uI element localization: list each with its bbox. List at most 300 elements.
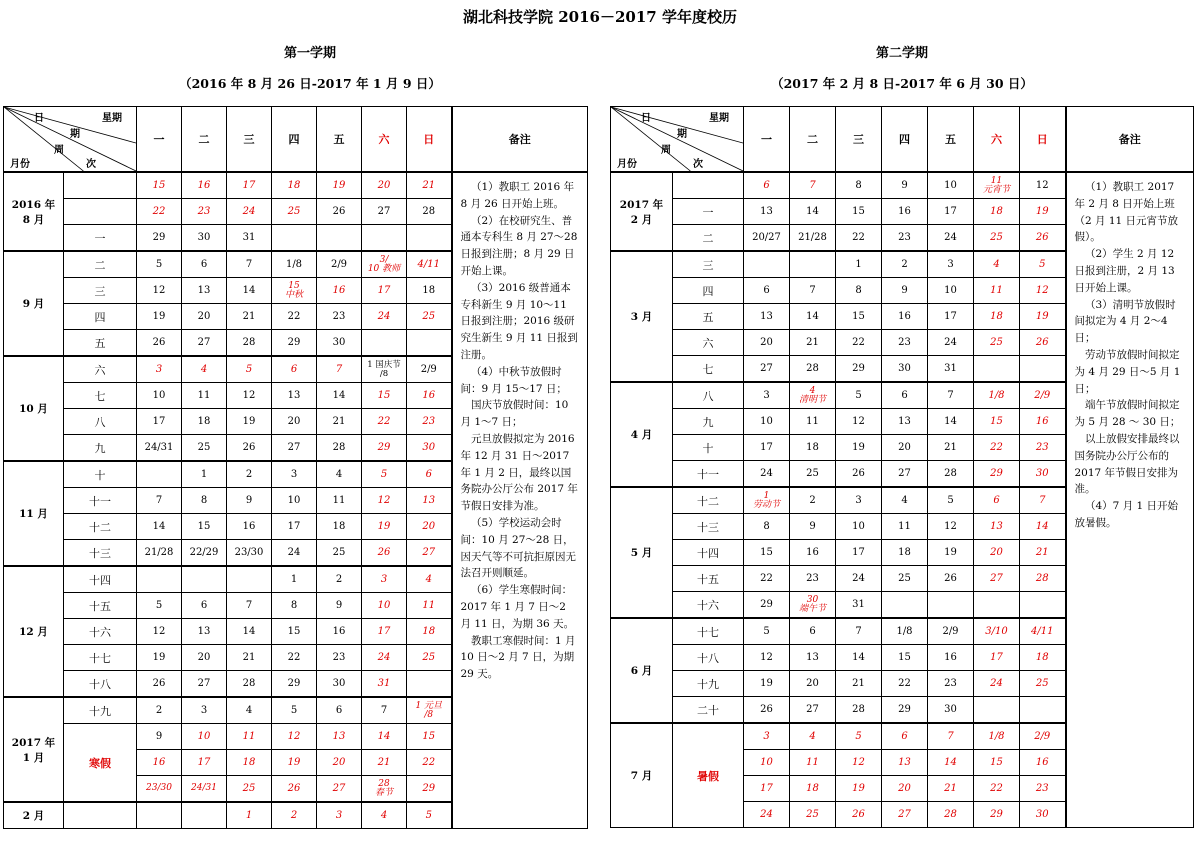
day-cell: 10 — [928, 172, 974, 199]
day-cell: 27 — [790, 697, 836, 724]
corner-label-ci: 次 — [86, 159, 96, 170]
day-cell: 24 — [272, 540, 317, 567]
weekday-header: 六 — [362, 107, 407, 173]
corner-header-cell — [4, 107, 137, 173]
semester1-range: （2016 年 8 月 26 日-2017 年 1 月 9 日） — [179, 76, 441, 91]
day-cell: 28 — [1020, 566, 1066, 592]
day-cell: 22 — [836, 330, 882, 356]
day-cell: 1 劳动节 — [744, 487, 790, 514]
week-number-cell: 十九 — [673, 671, 744, 697]
weekday-header: 五 — [317, 107, 362, 173]
day-cell: 12 — [1020, 278, 1066, 304]
weekday-header: 日 — [407, 107, 452, 173]
day-cell: 13 — [182, 619, 227, 645]
day-cell: 21 — [928, 776, 974, 802]
day-cell: 16 — [882, 304, 928, 330]
day-cell: 29 — [974, 461, 1020, 488]
day-cell: 2/9 — [928, 618, 974, 645]
day-cell: 20 — [182, 304, 227, 330]
day-cell: 25 — [882, 566, 928, 592]
day-cell: 23 — [882, 330, 928, 356]
day-cell: 12 — [272, 724, 317, 750]
day-cell: 2 — [137, 697, 182, 724]
day-cell: 14 — [362, 724, 407, 750]
day-cell — [407, 330, 452, 357]
day-cell: 2/9 — [1020, 723, 1066, 750]
day-cell: 15 — [836, 304, 882, 330]
day-cell: 27 — [882, 802, 928, 828]
day-cell: 15 — [182, 514, 227, 540]
day-cell: 23 — [790, 566, 836, 592]
day-cell: 16 — [137, 750, 182, 776]
weekday-header: 一 — [137, 107, 182, 173]
corner-label-month: 月份 — [10, 159, 30, 170]
day-cell: 11 — [227, 724, 272, 750]
day-cell: 14 — [227, 278, 272, 304]
page-title: 湖北科技学院 2016－2017 学年度校历 — [463, 8, 737, 26]
week-number-cell: 十五 — [64, 593, 137, 619]
note-paragraph: （4）中秋节放假时间：9 月 15～17 日； — [460, 365, 567, 395]
day-cell: 25 — [182, 435, 227, 462]
day-cell: 1/8 — [882, 618, 928, 645]
day-cell: 17 — [182, 750, 227, 776]
day-cell: 10 — [744, 409, 790, 435]
day-cell: 27 — [744, 356, 790, 383]
day-cell: 18 — [407, 619, 452, 645]
week-number-cell: 十 — [673, 435, 744, 461]
day-cell: 12 — [928, 514, 974, 540]
day-cell: 6 — [974, 487, 1020, 514]
day-cell: 3 — [928, 251, 974, 278]
corner-label-ci: 次 — [693, 159, 703, 170]
day-cell: 12 — [744, 645, 790, 671]
day-cell: 29 — [882, 697, 928, 724]
day-cell: 25 — [974, 330, 1020, 356]
day-cell: 15 — [882, 645, 928, 671]
week-number-cell: 十七 — [64, 645, 137, 671]
day-cell: 26 — [744, 697, 790, 724]
day-cell: 15 — [272, 619, 317, 645]
month-cell: 2017 年 1 月 — [4, 697, 64, 802]
day-cell: 18 — [272, 172, 317, 199]
day-cell: 22 — [836, 225, 882, 252]
day-cell: 19 — [227, 409, 272, 435]
day-cell: 15 — [974, 409, 1020, 435]
day-cell: 4 — [227, 697, 272, 724]
day-cell: 12 — [227, 383, 272, 409]
day-cell: 16 — [317, 278, 362, 304]
day-cell: 27 — [182, 671, 227, 698]
day-cell: 5 — [836, 382, 882, 409]
corner-label-month: 月份 — [617, 159, 637, 170]
day-cell: 26 — [836, 802, 882, 828]
day-cell: 25 — [1020, 671, 1066, 697]
day-cell: 16 — [928, 645, 974, 671]
day-cell: 25 — [790, 802, 836, 828]
day-cell: 22 — [407, 750, 452, 776]
day-cell — [1020, 592, 1066, 619]
weekday-header: 三 — [227, 107, 272, 173]
day-cell: 17 — [928, 199, 974, 225]
weekday-header: 五 — [928, 107, 974, 173]
day-cell: 13 — [182, 278, 227, 304]
week-number-cell: 一 — [64, 225, 137, 252]
day-cell: 16 — [182, 172, 227, 199]
week-number-cell: 六 — [673, 330, 744, 356]
day-cell: 19 — [317, 172, 362, 199]
day-cell: 19 — [928, 540, 974, 566]
day-cell: 3 — [362, 566, 407, 593]
day-cell: 9 — [790, 514, 836, 540]
day-cell: 3 — [744, 723, 790, 750]
day-cell: 16 — [407, 383, 452, 409]
day-cell: 12 — [836, 409, 882, 435]
day-cell: 13 — [744, 199, 790, 225]
month-cell: 9 月 — [4, 251, 64, 356]
day-cell: 30 — [407, 435, 452, 462]
note-paragraph: 教职工寒假时间：1 月 10 日～2 月 7 日，为期 29 天。 — [460, 634, 576, 681]
semester2-calendar-table — [610, 106, 1194, 828]
day-cell: 5 — [227, 356, 272, 383]
day-cell: 4 — [974, 251, 1020, 278]
day-cell: 6 — [317, 697, 362, 724]
day-cell: 3 — [272, 461, 317, 488]
day-cell: 18 — [974, 199, 1020, 225]
day-cell: 13 — [790, 645, 836, 671]
day-cell: 14 — [227, 619, 272, 645]
week-number-cell: 二 — [64, 251, 137, 278]
day-cell: 2 — [790, 487, 836, 514]
day-cell: 2 — [227, 461, 272, 488]
day-cell — [928, 592, 974, 619]
week-number-cell: 四 — [64, 304, 137, 330]
day-cell: 15 — [362, 383, 407, 409]
day-cell: 21/28 — [790, 225, 836, 252]
day-cell — [362, 330, 407, 357]
day-cell: 1/8 — [974, 723, 1020, 750]
day-cell: 19 — [362, 514, 407, 540]
month-cell: 4 月 — [611, 382, 673, 487]
semester2-range: （2017 年 2 月 8 日-2017 年 6 月 30 日） — [771, 76, 1033, 91]
day-cell: 26 — [137, 671, 182, 698]
day-cell — [137, 461, 182, 488]
day-cell: 28 — [836, 697, 882, 724]
day-cell: 18 — [1020, 645, 1066, 671]
day-cell: 16 — [227, 514, 272, 540]
day-cell: 17 — [227, 172, 272, 199]
day-cell: 24 — [744, 461, 790, 488]
day-cell: 10 — [272, 488, 317, 514]
day-cell: 2/9 — [407, 356, 452, 383]
day-cell: 9 — [137, 724, 182, 750]
note-paragraph: （3）清明节放假时间拟定为 4 月 2～4 日； — [1074, 298, 1176, 345]
day-cell: 25 — [407, 304, 452, 330]
day-cell: 25 — [407, 645, 452, 671]
month-cell: 10 月 — [4, 356, 64, 461]
day-cell: 3 — [744, 382, 790, 409]
day-cell: 27 — [974, 566, 1020, 592]
day-cell: 7 — [317, 356, 362, 383]
day-cell: 28 春节 — [362, 776, 407, 803]
week-number-cell: 十二 — [673, 487, 744, 514]
day-cell: 27 — [182, 330, 227, 357]
notes-header: 备注 — [1066, 107, 1194, 173]
day-cell: 11 — [790, 409, 836, 435]
week-number-cell: 九 — [673, 409, 744, 435]
weekday-header: 六 — [974, 107, 1020, 173]
day-cell: 20 — [882, 776, 928, 802]
day-cell — [1020, 697, 1066, 724]
day-cell: 23 — [1020, 776, 1066, 802]
day-cell: 29 — [744, 592, 790, 619]
note-paragraph: （1）教职工 2017 年 2 月 8 日开始上班（2 月 11 日元宵节放假）。 — [1074, 181, 1179, 244]
day-cell: 6 — [272, 356, 317, 383]
day-cell: 10 — [836, 514, 882, 540]
month-cell: 12 月 — [4, 566, 64, 697]
day-cell: 5 — [407, 802, 452, 829]
day-cell: 21 — [227, 304, 272, 330]
notes-cell — [452, 172, 588, 829]
day-cell: 2 — [272, 802, 317, 829]
day-cell: 10 — [744, 750, 790, 776]
day-cell: 11 — [317, 488, 362, 514]
semester1-title: 第一学期 — [283, 46, 336, 61]
day-cell: 10 — [137, 383, 182, 409]
day-cell: 19 — [272, 750, 317, 776]
day-cell: 11 — [182, 383, 227, 409]
day-cell: 2 — [882, 251, 928, 278]
week-number-cell — [64, 172, 137, 199]
week-number-cell: 十九 — [64, 697, 137, 724]
day-cell: 5 — [744, 618, 790, 645]
week-number-cell: 二十 — [673, 697, 744, 724]
day-cell — [272, 225, 317, 252]
day-cell: 27 — [407, 540, 452, 567]
day-cell: 19 — [744, 671, 790, 697]
day-cell: 6 — [790, 618, 836, 645]
week-number-cell: 十 — [64, 461, 137, 488]
day-cell: 25 — [272, 199, 317, 225]
day-cell: 4 — [182, 356, 227, 383]
note-paragraph: 国庆节放假时间：10 月 1～7 日； — [460, 399, 569, 429]
day-cell: 1/8 — [974, 382, 1020, 409]
corner-label-date: 日 — [641, 113, 651, 124]
day-cell: 13 — [272, 383, 317, 409]
header-row — [611, 107, 1194, 173]
day-cell: 28 — [227, 330, 272, 357]
day-cell: 19 — [1020, 199, 1066, 225]
day-cell: 23 — [928, 671, 974, 697]
day-cell: 5 — [137, 251, 182, 278]
day-cell: 14 — [790, 304, 836, 330]
day-cell — [882, 592, 928, 619]
day-cell: 1 — [227, 802, 272, 829]
day-cell — [974, 592, 1020, 619]
week-number-cell: 十三 — [673, 514, 744, 540]
day-cell: 9 — [882, 172, 928, 199]
day-cell: 18 — [182, 409, 227, 435]
day-cell: 14 — [1020, 514, 1066, 540]
day-cell: 23 — [317, 645, 362, 671]
day-cell: 1 国庆节 /8 — [362, 356, 407, 383]
day-cell: 17 — [928, 304, 974, 330]
week-number-cell — [64, 802, 137, 829]
day-cell: 31 — [928, 356, 974, 383]
day-cell: 6 — [744, 278, 790, 304]
day-cell: 30 — [1020, 461, 1066, 488]
day-cell: 26 — [1020, 330, 1066, 356]
weekday-header: 二 — [790, 107, 836, 173]
day-cell: 18 — [317, 514, 362, 540]
weekday-header: 二 — [182, 107, 227, 173]
day-cell: 16 — [882, 199, 928, 225]
note-paragraph: （5）学校运动会时间：10 月 27～28 日，因天气等不可抗拒原因无法召开则顺延。 — [460, 516, 576, 580]
day-cell: 26 — [227, 435, 272, 462]
day-cell: 20 — [882, 435, 928, 461]
day-cell: 8 — [836, 172, 882, 199]
day-cell: 20 — [317, 750, 362, 776]
week-number-cell: 四 — [673, 278, 744, 304]
notes-cell — [1066, 172, 1194, 828]
week-number-cell: 十四 — [64, 566, 137, 593]
week-number-cell: 一 — [673, 199, 744, 225]
day-cell: 4 — [407, 566, 452, 593]
day-cell: 13 — [882, 409, 928, 435]
day-cell: 28 — [227, 671, 272, 698]
day-cell: 8 — [272, 593, 317, 619]
day-cell: 15 — [974, 750, 1020, 776]
day-cell: 3 — [137, 356, 182, 383]
day-cell: 23 — [1020, 435, 1066, 461]
day-cell: 26 — [137, 330, 182, 357]
day-cell — [407, 671, 452, 698]
day-cell: 24 — [928, 330, 974, 356]
calendar-row — [4, 172, 588, 199]
day-cell — [974, 356, 1020, 383]
day-cell: 22 — [974, 776, 1020, 802]
day-cell: 12 — [137, 278, 182, 304]
note-paragraph: （1）教职工 2016 年 8 月 26 日开始上班。 — [460, 181, 575, 210]
day-cell: 29 — [836, 356, 882, 383]
day-cell: 17 — [744, 776, 790, 802]
week-number-cell: 十三 — [64, 540, 137, 567]
day-cell: 21 — [317, 409, 362, 435]
day-cell: 12 — [1020, 172, 1066, 199]
day-cell: 17 — [836, 540, 882, 566]
day-cell: 3 — [182, 697, 227, 724]
day-cell: 26 — [272, 776, 317, 803]
day-cell: 20 — [182, 645, 227, 671]
month-cell: 2017 年 2 月 — [611, 172, 673, 251]
week-number-cell: 七 — [673, 356, 744, 383]
weekday-header: 四 — [882, 107, 928, 173]
note-paragraph: （3）2016 级普通本专科新生 9 月 10～11 日报到注册；2016 级研究生新生 9 月 11 日报到注册。 — [460, 281, 578, 361]
day-cell: 13 — [882, 750, 928, 776]
day-cell: 23/30 — [137, 776, 182, 803]
week-number-cell: 十五 — [673, 566, 744, 592]
day-cell: 5 — [1020, 251, 1066, 278]
month-cell: 11 月 — [4, 461, 64, 566]
day-cell: 23/30 — [227, 540, 272, 567]
day-cell: 7 — [790, 172, 836, 199]
day-cell — [744, 251, 790, 278]
day-cell: 3/ 10 教师 — [362, 251, 407, 278]
day-cell — [182, 802, 227, 829]
day-cell: 14 — [928, 409, 974, 435]
day-cell: 10 — [928, 278, 974, 304]
day-cell: 26 — [928, 566, 974, 592]
day-cell: 18 — [790, 435, 836, 461]
day-cell: 19 — [137, 304, 182, 330]
day-cell: 19 — [137, 645, 182, 671]
day-cell: 4 — [317, 461, 362, 488]
note-paragraph: 元旦放假拟定为 2016 年 12 月 31 日～2017 年 1 月 2 日，最终以国务院办公厅公布 2017 年节假日安排为准。 — [460, 432, 578, 513]
day-cell: 7 — [227, 251, 272, 278]
day-cell: 7 — [928, 382, 974, 409]
day-cell — [137, 566, 182, 593]
day-cell: 31 — [227, 225, 272, 252]
weekday-header: 四 — [272, 107, 317, 173]
day-cell: 19 — [836, 776, 882, 802]
day-cell: 14 — [928, 750, 974, 776]
day-cell: 21 — [836, 671, 882, 697]
day-cell — [362, 225, 407, 252]
day-cell: 16 — [790, 540, 836, 566]
day-cell: 30 — [1020, 802, 1066, 828]
day-cell: 18 — [407, 278, 452, 304]
day-cell: 11 — [407, 593, 452, 619]
day-cell: 18 — [974, 304, 1020, 330]
day-cell: 30 — [882, 356, 928, 383]
week-number-cell: 十二 — [64, 514, 137, 540]
day-cell: 22 — [882, 671, 928, 697]
day-cell — [974, 697, 1020, 724]
day-cell: 20 — [974, 540, 1020, 566]
day-cell: 24 — [744, 802, 790, 828]
month-cell: 5 月 — [611, 487, 673, 618]
month-cell: 7 月 — [611, 723, 673, 828]
day-cell: 31 — [836, 592, 882, 619]
day-cell: 30 — [182, 225, 227, 252]
day-cell: 14 — [137, 514, 182, 540]
day-cell: 15 — [744, 540, 790, 566]
day-cell — [137, 802, 182, 829]
note-paragraph: 以上放假安排最终以国务院办公厅公布的 2017 年节假日安排为准。 — [1074, 432, 1180, 496]
day-cell: 20 — [744, 330, 790, 356]
day-cell: 28 — [317, 435, 362, 462]
day-cell — [407, 225, 452, 252]
day-cell: 6 — [882, 723, 928, 750]
day-cell: 27 — [272, 435, 317, 462]
day-cell: 3 — [317, 802, 362, 829]
day-cell: 21/28 — [137, 540, 182, 567]
notes-header: 备注 — [452, 107, 588, 173]
day-cell: 4 — [790, 723, 836, 750]
calendar-row — [611, 172, 1194, 199]
day-cell: 14 — [790, 199, 836, 225]
day-cell: 8 — [744, 514, 790, 540]
day-cell: 15 中秋 — [272, 278, 317, 304]
week-number-cell: 十八 — [64, 671, 137, 698]
day-cell: 7 — [836, 618, 882, 645]
day-cell: 30 — [317, 330, 362, 357]
day-cell: 18 — [882, 540, 928, 566]
month-cell: 2 月 — [4, 802, 64, 829]
day-cell: 27 — [362, 199, 407, 225]
day-cell: 13 — [974, 514, 1020, 540]
day-cell: 6 — [182, 593, 227, 619]
note-paragraph: （2）学生 2 月 12 日报到注册，2 月 13 日开始上课。 — [1074, 248, 1175, 294]
